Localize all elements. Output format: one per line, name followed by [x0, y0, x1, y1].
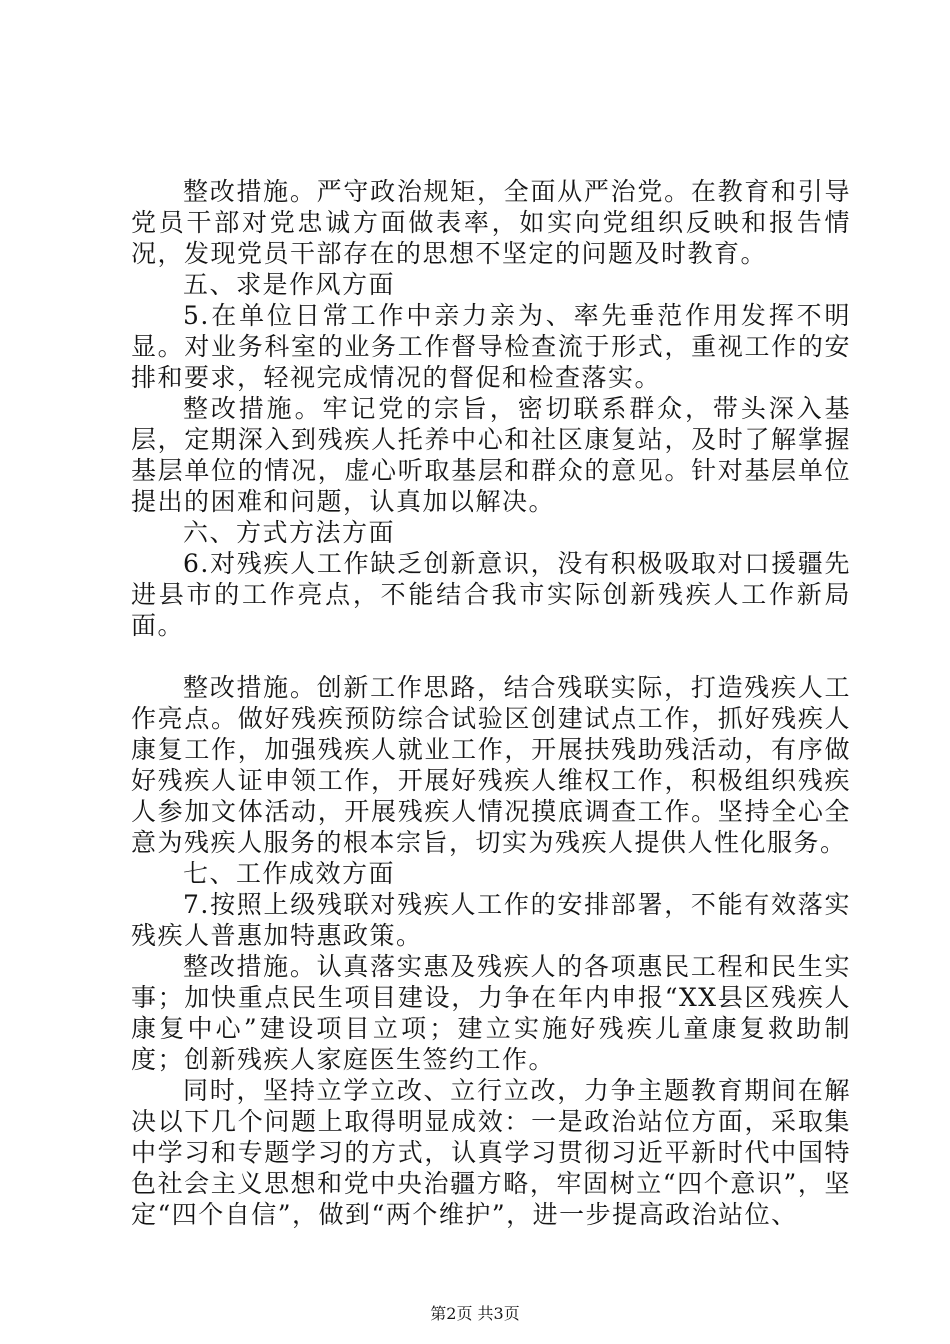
paragraph-rectification-6: 整改措施。创新工作思路，结合残联实际，打造残疾人工作亮点。做好残疾预防综合试验区创建试点工作，抓好残疾人康复工作，加强残疾人就业工作，开展扶残助残活动，有序做好残疾人证申领工作，开展好残疾人维权工作，积极组织残疾人参加文体活动，开展残疾人情况摸底调查工作。坚持全心全意为残疾人服务的根本宗旨，切实为残疾人提供人性化服务。	[131, 673, 851, 857]
heading-section-6: 六、方式方法方面	[183, 518, 396, 547]
paragraph-rectification-1: 整改措施。严守政治规矩，全面从严治党。在教育和引导党员干部对党忠诚方面做表率，如实向党组织反映和报告情况，发现党员干部存在的思想不坚定的问题及时教育。	[131, 177, 851, 268]
paragraph-issue-7: 7.按照上级残联对残疾人工作的安排部署，不能有效落实残疾人普惠加特惠政策。	[131, 890, 851, 950]
paragraph-meanwhile: 同时，坚持立学立改、立行立改，力争主题教育期间在解决以下几个问题上取得明显成效：一是政治站位方面，采取集中学习和专题学习的方式，认真学习贯彻习近平新时代中国特色社会主义思想和党中央治疆方略，牢固树立“四个意识”，坚定“四个自信”，做到“两个维护”，进一步提高政治站位、	[131, 1076, 851, 1229]
document-body	[131, 176, 851, 1230]
heading-section-7: 七、工作成效方面	[183, 859, 396, 888]
heading-section-5: 五、求是作风方面	[183, 270, 396, 299]
paragraph-issue-6: 6.对残疾人工作缺乏创新意识，没有积极吸取对口援疆先进县市的工作亮点，不能结合我市实际创新残疾人工作新局面。	[131, 549, 851, 640]
paragraph-rectification-7: 整改措施。认真落实惠及残疾人的各项惠民工程和民生实事；加快重点民生项目建设，力争在年内申报“XX县区残疾人康复中心”建设项目立项；建立实施好残疾儿童康复救助制度；创新残疾人家庭医生签约工作。	[131, 952, 851, 1074]
page-footer: 第2页 共3页	[430, 1304, 520, 1323]
paragraph-issue-5: 5.在单位日常工作中亲力亲为、率先垂范作用发挥不明显。对业务科室的业务工作督导检查流于形式，重视工作的安排和要求，轻视完成情况的督促和检查落实。	[131, 301, 851, 392]
paragraph-rectification-5: 整改措施。牢记党的宗旨，密切联系群众，带头深入基层，定期深入到残疾人托养中心和社区康复站，及时了解掌握基层单位的情况，虚心听取基层和群众的意见。针对基层单位提出的困难和问题，认真加以解决。	[131, 394, 851, 516]
